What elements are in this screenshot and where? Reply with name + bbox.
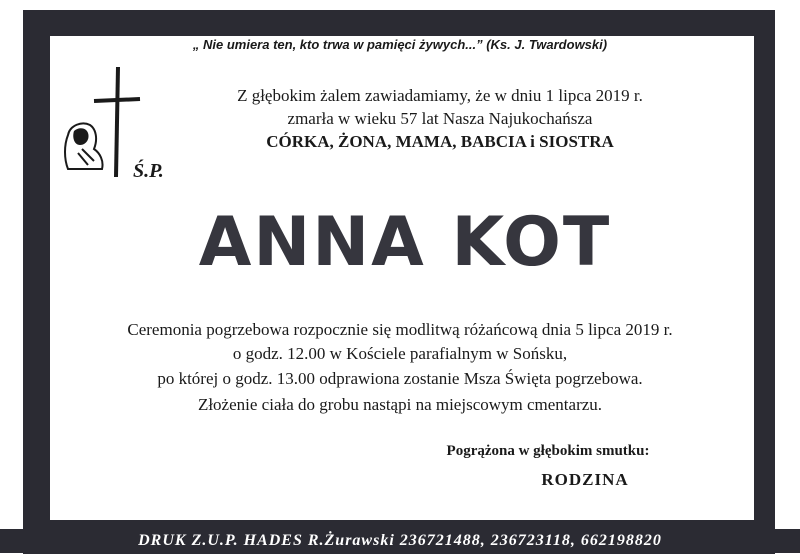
mourning-text: Pogrążona w głębokim smutku: xyxy=(446,443,650,459)
sp-label: Ś.P. xyxy=(133,160,164,182)
family-signature: RODZINA xyxy=(541,470,629,489)
ceremony-line-4: Złożenie ciała do grobu nastąpi na miejscowym cmentarzu. xyxy=(197,395,603,414)
quote-line: „ Nie umiera ten, kto trwa w pamięci żywych...” (Ks. J. Twardowski) xyxy=(192,37,608,52)
intro-relations: CÓRKA, ŻONA, MAMA, BABCIA i SIOSTRA xyxy=(266,132,614,151)
deceased-name: ANNA KOT xyxy=(198,203,612,282)
ceremony-line-3: po której o godz. 13.00 odprawiona zostanie Msza Święta pogrzebowa. xyxy=(157,369,643,388)
ceremony-line-1: Ceremonia pogrzebowa rozpocznie się modlitwą różańcową dnia 5 lipca 2019 r. xyxy=(127,320,673,339)
printer-footer: DRUK Z.U.P. HADES R.Żurawski 236721488, 236723118, 662198820 xyxy=(0,529,800,553)
ceremony-line-2: o godz. 12.00 w Kościele parafialnym w Sońsku, xyxy=(232,344,568,363)
intro-line-2: zmarła w wieku 57 lat Nasza Najukochańsza xyxy=(287,109,593,128)
intro-line-1: Z głębokim żalem zawiadamiamy, że w dniu 1 lipca 2019 r. xyxy=(237,86,643,105)
